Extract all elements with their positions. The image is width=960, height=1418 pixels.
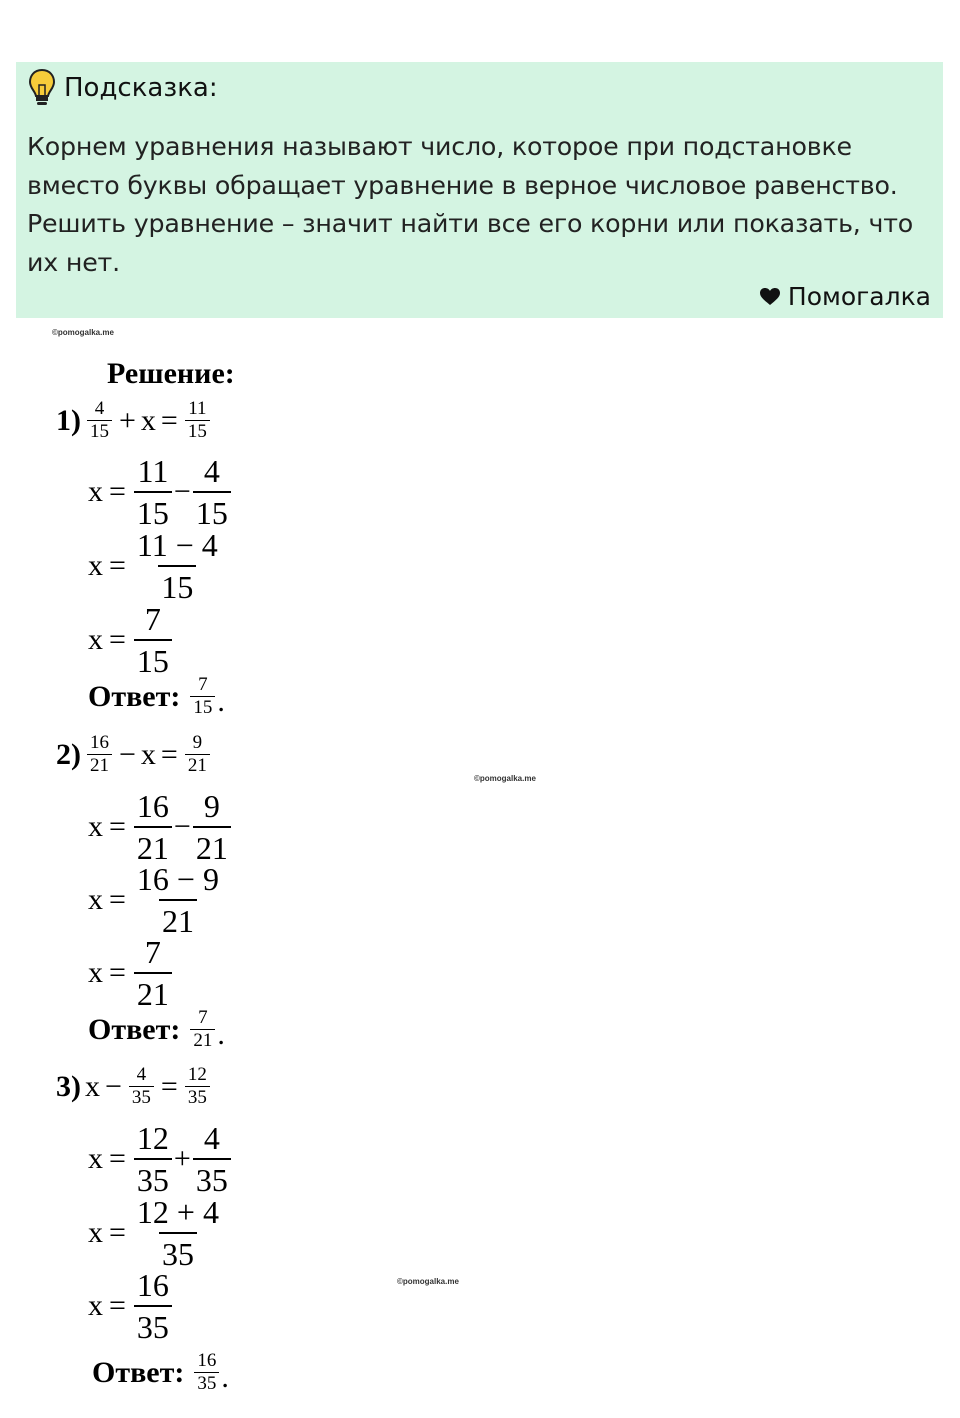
operator: − <box>173 810 191 843</box>
equals-sign: = <box>109 810 126 843</box>
fraction: $\frac{7}{15}$ <box>134 599 172 681</box>
answer-label: Ответ: <box>92 1355 185 1389</box>
fraction: $\frac{16}{21}$ <box>87 732 112 777</box>
watermark: ©pomogalka.me <box>397 1277 459 1286</box>
hint-header <box>28 68 218 108</box>
watermark: ©pomogalka.me <box>52 328 114 337</box>
equals-sign: = <box>160 737 178 771</box>
answer-label: Ответ: <box>88 1012 181 1046</box>
task-2-step-1 <box>88 786 233 868</box>
operator: − <box>119 737 136 771</box>
variable: x <box>88 549 103 582</box>
equals-sign: = <box>160 1069 178 1103</box>
equals-sign: = <box>109 1142 126 1175</box>
fraction: $\frac{11}{15}$ <box>185 398 210 443</box>
hint-title: Подсказка: <box>64 73 218 103</box>
variable: x <box>88 956 103 989</box>
fraction: $\frac{16}{35}$ <box>194 1350 219 1395</box>
equals-sign: = <box>109 883 126 916</box>
variable: x <box>88 1142 103 1175</box>
task-2-equation <box>56 732 212 777</box>
equals-sign: = <box>109 475 126 508</box>
period: . <box>221 1361 229 1394</box>
task-number: 1) <box>56 403 81 437</box>
task-3-answer <box>92 1350 229 1395</box>
equals-sign: = <box>109 1289 126 1322</box>
equals-sign: = <box>160 403 178 437</box>
task-1-step-2 <box>88 525 223 607</box>
fraction: $\frac{16}{35}$ <box>134 1265 172 1347</box>
task-number: 2) <box>56 737 81 771</box>
variable: x <box>140 737 156 771</box>
variable: x <box>88 475 103 508</box>
operator: + <box>173 1142 191 1175</box>
equals-sign: = <box>109 956 126 989</box>
task-3-step-2 <box>88 1192 224 1274</box>
task-1-answer <box>88 674 225 719</box>
heart-icon <box>760 288 780 306</box>
equals-sign: = <box>109 623 126 656</box>
variable: x <box>88 623 103 656</box>
fraction: $\frac{7}{21}$ <box>134 932 172 1014</box>
task-1-step-1 <box>88 451 233 533</box>
task-2-answer <box>88 1007 225 1052</box>
task-number: 3) <box>56 1069 81 1103</box>
variable: x <box>88 1289 103 1322</box>
fraction: $\frac{12}{35}$ <box>185 1064 210 1109</box>
variable: x <box>88 1216 103 1249</box>
lightbulb-icon <box>28 68 56 108</box>
task-2-step-3 <box>88 932 174 1014</box>
task-1-step-3 <box>88 599 174 681</box>
fraction: $\frac{4}{35}$ <box>129 1064 154 1109</box>
fraction: $\frac{7}{15}$ <box>190 674 215 719</box>
fraction: $\frac{12}{35}$ <box>134 1118 172 1200</box>
operator: − <box>105 1069 122 1103</box>
equals-sign: = <box>109 1216 126 1249</box>
answer-label: Ответ: <box>88 679 181 713</box>
fraction: $\frac{7}{21}$ <box>190 1007 215 1052</box>
watermark: ©pomogalka.me <box>474 774 536 783</box>
equals-sign: = <box>109 549 126 582</box>
fraction: $\frac{9}{21}$ <box>185 732 210 777</box>
fraction: $\frac{12 + 4}{35}$ <box>136 1194 219 1272</box>
fraction: $\frac{4}{15}$ <box>87 398 112 443</box>
task-1-equation <box>56 398 212 443</box>
variable: x <box>88 810 103 843</box>
task-3-step-1 <box>88 1118 233 1200</box>
solution-heading: Решение: <box>107 357 235 390</box>
fraction: $\frac{11}{15}$ <box>134 451 172 533</box>
brand <box>760 282 931 311</box>
variable: x <box>140 403 156 437</box>
task-2-step-2 <box>88 859 224 941</box>
variable: x <box>85 1069 100 1103</box>
fraction: $\frac{4}{35}$ <box>193 1118 231 1200</box>
operator: + <box>119 403 136 437</box>
variable: x <box>88 883 103 916</box>
fraction: $\frac{16 - 9}{21}$ <box>136 861 219 939</box>
fraction: $\frac{9}{21}$ <box>193 786 231 868</box>
task-3-step-3 <box>88 1265 174 1347</box>
hint-box <box>16 62 943 318</box>
period: . <box>217 1018 225 1051</box>
brand-name: Помогалка <box>787 282 931 311</box>
period: . <box>217 685 225 718</box>
task-3-equation <box>56 1064 212 1109</box>
fraction: $\frac{11 - 4}{15}$ <box>136 527 218 605</box>
hint-text: Корнем уравнения называют число, которое при подстановке вместо буквы обращает уравнение в верное числовое равенство. Решить уравнение – значит найти все его корни или показать, что их нет. <box>27 132 914 277</box>
fraction: $\frac{4}{15}$ <box>193 451 231 533</box>
fraction: $\frac{16}{21}$ <box>134 786 172 868</box>
operator: − <box>173 475 191 508</box>
